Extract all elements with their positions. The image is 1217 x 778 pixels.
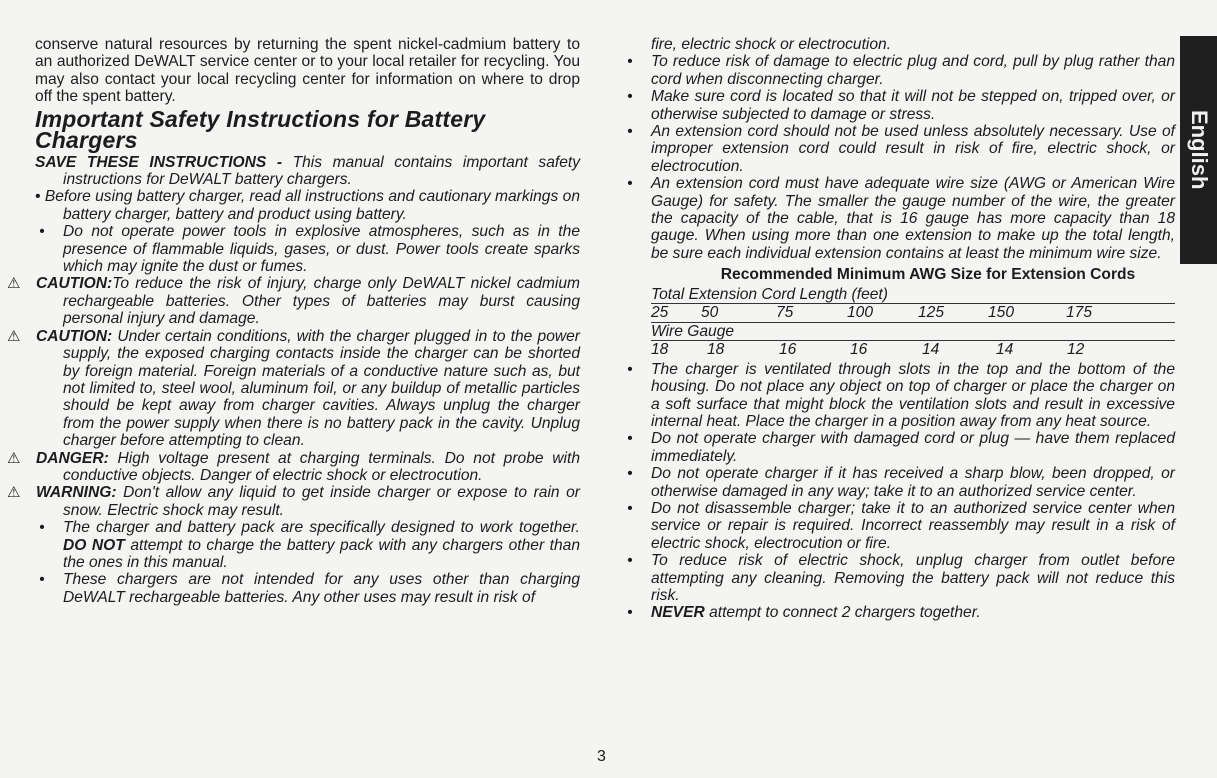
- gauge-row: [651, 341, 1175, 359]
- warning-label: WARNING:: [36, 484, 117, 502]
- bullet-icon: •: [627, 430, 633, 448]
- bullet-text: Do not disassemble charger; take it to an authorized service center when service or repair is required. Incorrect reassembly may result in a risk of electric shock, electrocution or fire.: [651, 499, 1175, 552]
- caution-1: ⚠ CAUTION:To reduce the risk of injury, charge only DeWALT nickel cadmium rechargeable batteries. Other types of batteries may burst causing personal injury and damage.: [7, 275, 580, 328]
- length-cell: 125: [918, 303, 945, 321]
- bullet-icon: •: [627, 465, 633, 483]
- gauge-cell: 14: [996, 340, 1014, 358]
- caution-2-text: Under certain conditions, with the charger plugged in to the power supply, the exposed charging contacts inside the charger can be shorted by foreign material. Foreign materials of a conductive nature such as, but not limited to, steel wool, aluminum foil, or any buildup of metallic particles should be kept away from charger cavities. Always unplug the charger from the power supply when there is no battery pack in the cavity. Unplug charger before attempting to clean.: [63, 327, 580, 450]
- bullet-text: To reduce risk of damage to electric plug and cord, pull by plug rather than cord when disconnecting charger.: [651, 53, 1175, 88]
- awg-table: [623, 266, 1175, 358]
- bullet-icon: •: [627, 175, 633, 193]
- not-intended-item: [35, 571, 580, 606]
- length-row: [651, 304, 1175, 323]
- continued-text: fire, electric shock or electrocution.: [651, 36, 892, 53]
- bullet-item: [623, 604, 1175, 621]
- right-column: [623, 36, 1175, 622]
- gauge-cell: 16: [850, 340, 868, 358]
- section-heading: Important Safety Instructions for Battery Chargers: [35, 105, 486, 153]
- length-cell: 50: [701, 303, 719, 321]
- length-cell: 25: [651, 303, 669, 321]
- danger-text: High voltage present at charging terminals. Do not probe with conductive objects. Danger of electric shock or electrocution.: [63, 449, 580, 484]
- save-instructions: [35, 154, 580, 189]
- gauge-cell: 16: [779, 340, 797, 358]
- bullet-text: The charger is ventilated through slots in the top and the bottom of the housing. Do not place any object on top of charger or place the charger on a soft surface that might block the ventilation slots and result in excessive internal heat. Place the charger in a position away from any heat source.: [651, 360, 1175, 430]
- bullet-icon: •: [627, 123, 633, 141]
- gauge-cell: 18: [707, 340, 725, 358]
- bullet-item: [623, 500, 1175, 552]
- do-not-operate-item: [35, 223, 580, 275]
- bullet-text: An extension cord should not be used unless absolutely necessary. Use of improper extension cord could result in risk of fire, electric shock, or electrocution.: [651, 123, 1175, 175]
- before-using-item: • Before using battery charger, read all instructions and cautionary markings on battery charger, battery and product using battery.: [35, 188, 580, 223]
- bullet-icon: •: [39, 519, 45, 537]
- bullet-icon: •: [39, 223, 45, 241]
- caution-2-label: CAUTION:: [36, 327, 113, 345]
- bullet-item: [623, 175, 1175, 262]
- caution-1-text: To reduce the risk of injury, charge only DeWALT nickel cadmium rechargeable batteries. Other types of batteries may burst causing personal injury and damage.: [63, 275, 580, 328]
- bullet-text: An extension cord must have adequate wire size (AWG or American Wire Gauge) for safety. The smaller the gauge number of the wire, the greater the capacity of the cable, that is 16 gauge has more capacity than 18 gauge. When using more than one extension to make up the total length, be sure each individual extension contains at least the minimum wire size.: [651, 175, 1175, 262]
- save-label: SAVE THESE INSTRUCTIONS -: [35, 153, 283, 171]
- length-label: Total Extension Cord Length (feet): [651, 286, 1175, 304]
- not-intended-text: These chargers are not intended for any uses other than charging DeWALT rechargeable batteries. Any other uses may result in risk of: [63, 571, 580, 606]
- length-cell: 150: [988, 303, 1015, 321]
- bullet-item: [623, 88, 1175, 123]
- bullet-item: [623, 430, 1175, 465]
- caution-1-label: CAUTION:: [36, 275, 113, 293]
- gauge-cell: 14: [922, 340, 940, 358]
- gauge-cell: 12: [1067, 340, 1085, 358]
- length-cell: 75: [776, 303, 794, 321]
- bullet-icon: •: [627, 552, 633, 570]
- language-tab-label: English: [1187, 110, 1212, 190]
- do-not-emphasis: DO NOT: [63, 536, 125, 554]
- bullet-icon: •: [627, 53, 633, 71]
- gauge-label: Wire Gauge: [651, 323, 1175, 341]
- bullet-text: To reduce risk of electric shock, unplug charger from outlet before attempting any cleaning. Removing the battery pack will not reduce this risk.: [651, 552, 1175, 604]
- bullet-icon: •: [39, 571, 45, 589]
- designed-together-item: [35, 519, 580, 571]
- bullet-text: Make sure cord is located so that it will not be stepped on, tripped over, or otherwise subjected to damage or stress.: [651, 88, 1175, 123]
- table-title: Recommended Minimum AWG Size for Extension Cords: [720, 266, 1136, 284]
- bullet-icon: •: [627, 360, 633, 378]
- bullet-icon: •: [627, 88, 633, 106]
- page-number: 3: [597, 748, 606, 765]
- danger-notice: ⚠ DANGER: High voltage present at charging terminals. Do not probe with conductive objects. Danger of electric shock or electrocution.: [7, 449, 580, 484]
- never-emphasis: NEVER: [651, 604, 705, 622]
- bullet-item: [623, 123, 1175, 175]
- bullet-item: [623, 361, 1175, 431]
- bullet-icon: •: [627, 499, 633, 517]
- bullet-item: [623, 465, 1175, 500]
- bullet-text: attempt to connect 2 chargers together.: [704, 604, 981, 622]
- left-column: [7, 36, 581, 606]
- caution-2: ⚠ CAUTION: Under certain conditions, with the charger plugged in to the power supply, the exposed charging contacts inside the charger can be shorted by foreign material. Foreign materials of a conductive nature such as, but not limited to, steel wool, aluminum foil, or any buildup of metallic particles should be kept away from charger cavities. Always unplug the charger from the power supply when there is no battery pack in the cavity. Unplug charger before attempting to clean.: [7, 327, 580, 450]
- bullet-item: [623, 552, 1175, 604]
- intro-paragraph: conserve natural resources by returning the spent nickel-cadmium battery to an authorized DeWALT service center or to your local retailer for recycling. You may also contact your local recycling center for information on where to drop off the spent battery.: [35, 36, 580, 106]
- gauge-cell: 18: [651, 340, 669, 358]
- save-text: This manual contains important safety instructions for DeWALT battery chargers.: [63, 153, 580, 189]
- warning-text: Don't allow any liquid to get inside charger or expose to rain or snow. Electric shock may result.: [63, 484, 580, 519]
- danger-label: DANGER:: [36, 449, 109, 467]
- length-cell: 100: [847, 303, 874, 321]
- designed-text-a: The charger and battery pack are specifically designed to work together.: [63, 519, 580, 537]
- designed-text-b: attempt to charge the battery pack with any chargers other than the ones in this manual.: [63, 536, 581, 571]
- bullet-text: Do not operate charger with damaged cord or plug — have them replaced immediately.: [651, 430, 1175, 465]
- bullet-icon: •: [627, 604, 633, 622]
- length-cell: 175: [1066, 303, 1093, 321]
- do-not-operate-text: Do not operate power tools in explosive atmospheres, such as in the presence of flammable liquids, gases, or dust. Power tools create sparks which may ignite the dust or fumes.: [63, 223, 580, 276]
- warning-notice: ⚠ WARNING: Don't allow any liquid to get inside charger or expose to rain or snow. Electric shock may result.: [7, 484, 580, 519]
- bullet-item: [623, 53, 1175, 88]
- bullet-text: Do not operate charger if it has received a sharp blow, been dropped, or otherwise damaged in any way; take it to an authorized service center.: [651, 465, 1175, 500]
- before-using-text: Before using battery charger, read all instructions and cautionary markings on battery charger, battery and product using battery.: [44, 188, 580, 223]
